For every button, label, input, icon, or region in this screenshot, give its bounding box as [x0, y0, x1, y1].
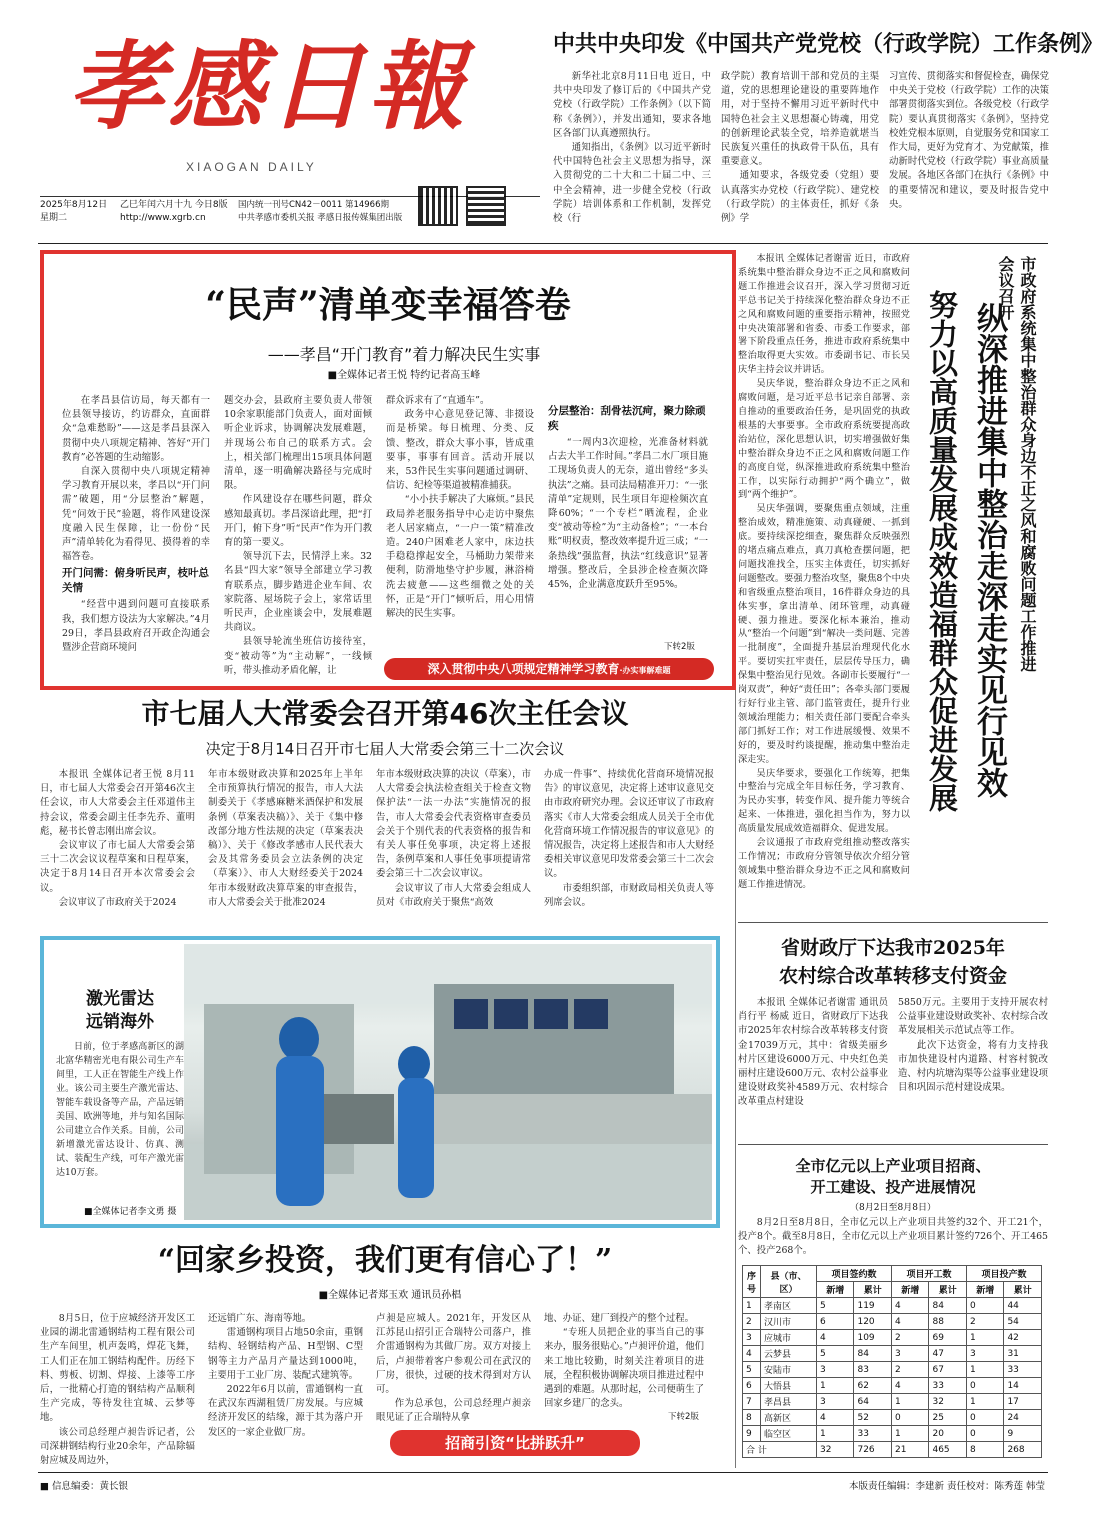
photo-title-line2: 远销海外 [86, 1012, 154, 1032]
photo-caption: 日前，位于孝感高新区的湖北富华精密光电有限公司生产车间里，工人正在智能生产线上作业。该公司主要生产激光雷达、智能车载设备等产品，产品远销美国、欧洲等地，并与知名国际公司建立合作关系。目前，公司新增激光雷达设计、仿真、测试、装配生产线，可年产激光雷达10万套。 [56, 1042, 184, 1178]
publisher: 中共孝感市委机关报 孝感日报传媒集团出版 [238, 213, 403, 223]
projects-table [742, 1265, 1042, 1458]
table-cell: 44 [1004, 1298, 1042, 1314]
factory-photo [184, 944, 712, 1220]
table-cell: 4 [891, 1298, 928, 1314]
invest-headline: “回家乡投资，我们更有信心了！” [157, 1243, 613, 1278]
right-feature-headline-a: 纵深推进集中整治走深走实见行见效 [971, 302, 1007, 798]
table-cell: 2 [966, 1314, 1003, 1330]
photo-credit: ■全媒体记者李文勇 摄 [84, 1207, 177, 1217]
npc-col4: 办成一件事”、持续优化营商环境情况报告》的审议意见，决定将上述审议意见交由市政府研究办理。会议还审议了市政府落实《市人大常委会组成人员关于全市优化营商环境工作情况报告的审议意见》的情况报告，决定将上述报告和市人大财经委相关审议意见印发常委会第三十二次会议。 [544, 769, 714, 880]
table-row [743, 1426, 1042, 1442]
lead-byline: ■全媒体记者王悦 特约记者高玉峰 [327, 370, 481, 381]
npc-col1-para: 会议审议了市政府关于2024 [58, 896, 177, 908]
finance-col2-para: 此次下达资金，将有力支持我市加快建设村内道路、村容村貌改造、村内坑塘沟渠等公益事业建设项目和巩固示范村建设成果。 [898, 1039, 1049, 1094]
col-header-county: 县（市、区） [761, 1266, 817, 1298]
lead-col3: 群众诉求有了“直通车”。 [386, 395, 490, 406]
footer-left: ■ 信息编委：黄长银 [40, 1481, 128, 1492]
table-cell: 3 [891, 1346, 928, 1362]
npc-col2: 年市本级财政决算和2025年上半年全市预算执行情况的报告，市人大法制委关于《孝感麻糖米酒保护和发展条例（草案表决稿）》、关于《集中修改部分地方性法规的决定（草案表决稿）》、关于《修改孝感市人民代表大会及其常务委员会立法条例的决定（草案）》、市人大财经委关于2024年市本级财政决算草案的审查报告，市人大常委会关于批准2024 [208, 769, 363, 908]
table-cell: 109 [854, 1330, 892, 1346]
lead-col1b: “经营中遇到问题可直接联系我，我们想方设法为大家解决。”4月29日，孝昌县政府召开政企沟通会暨涉企营商环境问 [62, 599, 210, 654]
projects-dates: （8月2日至8月8日） [850, 1203, 936, 1213]
npc-col3-para: 会议审议了市人大常委会组成人员对《市政府关于聚焦“高效 [376, 882, 531, 908]
table-cell: 120 [854, 1314, 892, 1330]
footer-right: 本版责任编辑：李建新 责任校对：陈秀莲 韩莹 [848, 1481, 1045, 1492]
table-cell: 14 [1004, 1378, 1042, 1394]
table-cell: 1 [891, 1394, 928, 1410]
table-cell: 安陆市 [761, 1362, 817, 1378]
table-cell: 83 [854, 1362, 892, 1378]
lead-continue: 下转2版 [664, 642, 695, 652]
invest-col2-para: 雷通钢构项目占地50余亩，重钢结构、轻钢结构产品、H型钢、C型钢等主力产品月产量达到1000吨，主要用于工业厂房、装配式建筑等。 [208, 1327, 363, 1381]
table-cell: 3 [966, 1346, 1003, 1362]
npc-headline: 市七届人大常委会召开第46次主任会议 [141, 697, 629, 730]
table-cell: 84 [854, 1346, 892, 1362]
table-total-row [743, 1442, 1042, 1458]
invest-col4: 地、办证、建厂到投产的整个过程。 [544, 1313, 695, 1324]
table-cell: 17 [1004, 1394, 1042, 1410]
table-cell: 大悟县 [761, 1378, 817, 1394]
lead-col1a: 在孝昌县信访局，每天都有一位县领导接访，约访群众，直面群众“急难愁盼”——这是孝昌县深入贯彻中央八项规定精神、答好“开门教育”必答题的生动缩影。 [62, 395, 210, 463]
finance-headline-line2: 农村综合改革转移支付资金 [778, 965, 1007, 987]
table-cell: 84 [929, 1298, 967, 1314]
table-row [743, 1362, 1042, 1378]
col-header-new: 新增 [966, 1282, 1003, 1298]
table-cell: 孝南区 [761, 1298, 817, 1314]
table-cell: 52 [854, 1410, 892, 1426]
table-cell: 云梦县 [761, 1346, 817, 1362]
top-story-col2-para: 通知要求，各级党委（党组）要认真落实办党校（行政学院）、建党校（行政学院）的主体责任，抓好《条例》学 [721, 170, 879, 225]
issue-weekday: 星期二 [40, 213, 68, 223]
table-cell: 4 [817, 1410, 854, 1426]
table-cell: 4 [891, 1314, 928, 1330]
top-story-headline: 中共中央印发《中国共产党党校（行政学院）工作条例》 [553, 31, 1103, 57]
table-cell: 4 [891, 1378, 928, 1394]
lead-col2: 题交办会，县政府主要负责人带领10余家职能部门负责人，面对面倾听企业诉求，协调解决发展难题，并现场公布自己的联系方式。会上，相关部门梳理出15项具体问题清单，逐一明确解决路径与完成时限。 [224, 395, 372, 492]
col-header-produced: 项目投产数 [966, 1266, 1041, 1282]
lead-article [40, 250, 736, 690]
table-cell: 1 [817, 1378, 854, 1394]
table-row [743, 1394, 1042, 1410]
table-total-label: 合 计 [743, 1442, 817, 1458]
npc-subheadline: 决定于8月14日召开市七届人大常委会第三十二次会议 [205, 740, 565, 758]
npc-col1: 本报讯 全媒体记者王悦 8月11日，市七届人大常委会召开第46次主任会议，市人大常委会主任邓道伟主持会议，常委会副主任李先乔、董明彪，秘书长曾志刚出席会议。 [40, 769, 195, 837]
table-cell: 32 [817, 1442, 854, 1458]
table-cell: 5 [743, 1362, 761, 1378]
right-feature-kicker: 市政府系统集中整治群众身边不正之风和腐败问题工作推进会议召开 [996, 256, 1037, 672]
projects-headline-line1: 全市亿元以上产业项目招商、 [795, 1157, 991, 1175]
table-cell: 临空区 [761, 1426, 817, 1442]
finance-col2: 5850万元。主要用于支持开展农村公益事业建设财政奖补、农村综合改革发展相关示范试点等工作。 [898, 997, 1049, 1037]
top-story-col3: 习宣传、贯彻落实和督促检查，确保党中央关于党校（行政学院）工作的决策部署贯彻落实到位。各级党校（行政学院）要认真贯彻落实《条例》，坚持党校姓党根本原则，自觉服务党和国家工作大局，更好为党育才、为党献策，推动新时代党校（行政学院）事业高质量发展。各地区各部门在执行《条例》中的重要情况和建议，要及时报告党中央。 [889, 71, 1049, 210]
table-cell: 20 [929, 1426, 967, 1442]
lead-col2-para: 县领导轮流坐班信访接待室，变“被动等”为“主动解”，一线倾听，带头推动矛盾化解，让 [224, 636, 372, 676]
table-row [743, 1410, 1042, 1426]
top-story-col1-para: 通知指出，《条例》以习近平新时代中国特色社会主义思想为指导，深入贯彻党的二十大和二十届二中、三中全会精神，进一步健全党校（行政学院）培训体系和工作机制，发挥党校（行 [553, 142, 711, 225]
table-cell: 孝昌县 [761, 1394, 817, 1410]
invest-col2-para: 2022年6月以前，雷通钢构一直在武汉东西湖租赁厂房发展。与应城经济开发区的结缘，源于其为落户开发区的一家企业做厂房。 [208, 1384, 363, 1438]
table-row [743, 1298, 1042, 1314]
table-cell: 9 [743, 1426, 761, 1442]
table-cell: 119 [854, 1298, 892, 1314]
table-cell: 25 [929, 1410, 967, 1426]
table-cell: 3 [817, 1362, 854, 1378]
table-cell: 4 [743, 1346, 761, 1362]
right-feature-body-para: 吴庆华强调，要聚焦重点领域，注重整治成效，精准施策、动真碰硬、一抓到底。要持续深挖细查，聚焦群众反映强烈的堵点痛点难点，真刀真枪查摆问题，把问题找准找全，压实主体责任，切实抓好问题整改。要强力整治攻坚，聚焦8个中央和省级重点整治项目，16件群众身边的具体实事，拿出清单、闭环管理，动真碰硬、强力推进。要深化标本兼治，推动从“整治一个问题”到“解决一类问题、完善一批制度”，全面提升基层治理现代化水平。要切实扛牢责任，层层传导压力，确保集中整治见行见效。各副市长要履行“一岗双责”，种好“责任田”；各牵头部门要履行好行业主管、部门监管责任，提升行业领域治理能力；相关责任部门要配合牵头部门抓好工作；对工作进展缓慢、效果不好的，要及时约谈提醒，推动集中整治走深走实。 [738, 503, 910, 765]
photo-title-line1: 激光雷达 [86, 989, 154, 1009]
lead-col3-para: “小小扶手解决了大麻烦。”县民政局养老服务指导中心走访中聚焦老人居家痛点，“一户一策”精准改造。240户困难老人家中，床边扶手稳稳撑起安全，马桶助力架带来便利，防滑地垫守护步履，淋浴椅洗去疲惫——这些细微之处的关怀，正是“开门”倾听后，用心用情解决的民生实事。 [386, 494, 534, 620]
table-cell: 54 [1004, 1314, 1042, 1330]
invest-col2: 还远销广东、海南等地。 [208, 1313, 312, 1324]
col-header-total: 累计 [1004, 1282, 1042, 1298]
qr-code-icon [418, 186, 458, 226]
invest-col1: 8月5日，位于应城经济开发区工业园的湖北雷通钢结构工程有限公司生产车间里，机声轰鸣，焊花飞舞，工人们正在加工钢结构配件。历经下料、剪板、切割、焊接、上漆等工序后，一批精心打造的钢结构产品顺利生产完成，等待发往宜城、云梦等地。 [40, 1313, 195, 1424]
col-header-signed: 项目签约数 [817, 1266, 892, 1282]
lunar-date: 乙巳年闰六月十九 今日8版 [120, 200, 228, 210]
lead-headline: “民声”清单变幸福答卷 [205, 284, 571, 326]
top-story-col2: 政学院）教育培训干部和党员的主渠道，党的思想理论建设的重要阵地作用，对于坚持不懈用习近平新时代中国特色社会主义思想凝心铸魂，用党的创新理论武装全党，培养造就堪当民族复兴重任的执政骨干队伍，具有重要意义。 [721, 71, 879, 168]
table-cell: 高新区 [761, 1410, 817, 1426]
col-header-new: 新增 [891, 1282, 928, 1298]
lead-col4: “一周内3次迎检，光准备材料就占去大半工作时间。”孝昌二水厂项目施工现场负责人的无奈，道出曾经“多头执法”之痛。县司法局精准开刀：“一张清单”定规则，民生项目年迎检频次直降60%；“一个专栏”晒流程，企业变“被动等检”为“主动备检”；“一本台账”明权责，整改效率提升近三成；“一条热线”强监督，执法“红线意识”显著增强。整改后，全县涉企检查频次降45%，企业满意度跃升至95%。 [548, 437, 708, 591]
photo-feature [40, 936, 720, 1228]
table-cell: 0 [966, 1426, 1003, 1442]
table-cell: 1 [966, 1362, 1003, 1378]
npc-col1-para: 会议审议了市七届人大常委会第三十二次会议议程草案和日程草案，决定于8月14日召开本次常委会会议。 [40, 840, 195, 894]
table-cell: 0 [966, 1410, 1003, 1426]
invest-col3: 卢昶是应城人。2021年，开发区从江苏昆山招引正合瑞特公司落户，推介雷通钢构为其做厂房。双方对接上后，卢昶带着客户参观公司在武汉的厂房，很快，过硬的技术得到对方认可。 [376, 1313, 531, 1396]
table-cell: 42 [1004, 1330, 1042, 1346]
invest-col4-para: “专班人员把企业的事当自己的事来办，服务很贴心。”卢昶评价道，他们来工地比较勤，时刻关注着项目的进展，全程积极协调解决项目推进过程中遇到的难题。从那时起，公司便萌生了回家乡建厂的念头。 [544, 1327, 704, 1410]
table-cell: 1 [966, 1330, 1003, 1346]
table-cell: 7 [743, 1394, 761, 1410]
masthead-title: 孝感日報 [68, 30, 468, 143]
table-row [743, 1346, 1042, 1362]
lead-col3-para: 政务中心意见登记簿、非掇设而是桥梁。每日梳理、分类、反馈、整改，群众大事小事，皆成重要事，事事有回音。活动开展以来，53件民生实事问题通过调研、信访、纪检等渠道被精准捕获。 [386, 409, 534, 492]
right-feature-body: 本报讯 全媒体记者谢雷 近日，市政府系统集中整治群众身边不正之风和腐败问题工作推进会议召开，深入学习贯彻习近平总书记关于持续深化整治群众身边不正之风和腐败问题的重要指示精神，按照党中央决策部署和省委、市委工作要求，部署下阶段重点任务，推进市政府系统集中整治取得更大实效。市委副书记、市长吴庆华主持会议并讲话。 [738, 253, 910, 376]
invest-byline: ■全媒体记者郑玉欢 通讯员孙椙 [318, 1290, 462, 1301]
invest-banner: 招商引资“比拼跃升” [390, 1430, 640, 1456]
table-cell: 268 [1004, 1442, 1042, 1458]
invest-continue: 下转2版 [668, 1412, 699, 1422]
qr-code-icon [466, 186, 506, 226]
projects-headline-line2: 开工建设、投产进展情况 [810, 1178, 976, 1196]
lead-sub1: 开门问需：俯身听民声，枝叶总关情 [62, 567, 209, 595]
table-row [743, 1330, 1042, 1346]
table-cell: 33 [854, 1426, 892, 1442]
table-cell: 465 [929, 1442, 967, 1458]
masthead-pinyin: XIAOGAN DAILY [186, 160, 317, 174]
table-cell: 4 [817, 1330, 854, 1346]
projects-intro: 8月2日至8月8日，全市亿元以上产业项目共签约32个、开工21个，投产8个。截至8月8日，全市亿元以上产业项目累计签约726个、开工465个、投产268个。 [738, 1217, 1048, 1257]
table-cell: 21 [891, 1442, 928, 1458]
top-story-col1: 新华社北京8月11日电 近日，中共中央印发了修订后的《中国共产党党校（行政学院）工作条例》（以下简称《条例》），并发出通知，要求各地区各部门认真遵照执行。 [553, 71, 711, 139]
table-cell: 1 [966, 1394, 1003, 1410]
table-cell: 47 [929, 1346, 967, 1362]
table-cell: 1 [891, 1426, 928, 1442]
table-cell: 0 [966, 1378, 1003, 1394]
col-header-total: 累计 [929, 1282, 967, 1298]
table-cell: 6 [743, 1378, 761, 1394]
issue-number: 第14966期 [344, 200, 389, 210]
right-feature-body-para: 会议通报了市政府党组推动整改落实工作情况；市政府分管领导依次介绍分管领域集中整治群众身边不正之风和腐败问题工作推进情况。 [738, 837, 910, 890]
finance-headline-line1: 省财政厅下达我市2025年 [781, 937, 1005, 959]
table-cell: 应城市 [761, 1330, 817, 1346]
table-cell: 2 [891, 1330, 928, 1346]
table-cell: 3 [817, 1394, 854, 1410]
right-feature-body-para: 吴庆华说，整治群众身边不正之风和腐败问题，是习近平总书记亲自部署、亲自推动的重要政治任务，是巩固党的执政根基的大事要事。全市政府系统要提高政治站位，深化思想认识，切实增强做好集中整治群众身边不正之风和腐败问题工作的高度自觉，纵深推进政府系统集中整治工作，以实际行动拥护“两个确立”，做到“两个维护”。 [738, 378, 910, 501]
npc-col3: 年市本级财政决算的决议（草案），市人大常委会执法检查组关于检查文物保护法“一法一办法”实施情况的报告，市人大常委会代表资格审查委员会关于个别代表的代表资格的报告和有关人事任免事项，决定将上述报告，条例草案和人事任免事项提请常委会第三十二次会议审议。 [376, 769, 531, 880]
lead-sub2: 分层整治：刮骨祛沉疴，聚力除顽疾 [548, 405, 706, 432]
lead-col1a-para: 自深入贯彻中央八项规定精神学习教育开展以来，孝昌以“开门问需”破题，用“分层整治”解题，凭“问效于民”验题，将作风建设深度融入民生保障，让一份份“民声”清单转化为看得见、摸得着的幸福答卷。 [62, 466, 210, 563]
table-cell: 9 [1004, 1426, 1042, 1442]
right-feature-body-para: 吴庆华要求，要强化工作统筹，把集中整治与完成全年目标任务，学习教育、为民办实事，转变作风、提升能力等统合起来、一体推进，强化担当作为，努力以高质量发展成效造福群众、促进发展。 [738, 767, 910, 835]
table-cell: 67 [929, 1362, 967, 1378]
lead-banner: 深入贯彻中央八项规定精神学习教育·办实事解难题 [384, 658, 714, 680]
issue-date: 2025年8月12日 [40, 200, 108, 210]
table-cell: 0 [966, 1298, 1003, 1314]
table-cell: 2 [891, 1362, 928, 1378]
finance-col1: 本报讯 全媒体记者谢雷 通讯员肖行平 杨威 近日，省财政厅下达我市2025年农村综合改革转移支付资金17039万元，其中：省级美丽乡村片区建设6000万元、中央红色美丽村庄建设600万元、农村公益事业建设财政奖补4589万元、农村综合改革重点村建设 [738, 997, 888, 1108]
invest-col3-para: 作为总承包，公司总经理卢昶亲眼见证了正合瑞特从拿 [376, 1398, 531, 1424]
table-cell: 62 [854, 1378, 892, 1394]
table-cell: 8 [966, 1442, 1003, 1458]
table-cell: 726 [854, 1442, 892, 1458]
col-header-total: 累计 [854, 1282, 892, 1298]
table-row [743, 1378, 1042, 1394]
npc-col4-para: 市委组织部，市财政局相关负责人等列席会议。 [544, 882, 714, 908]
table-cell: 2 [743, 1314, 761, 1330]
lead-col2-para: 领导沉下去，民情浮上来。32名县“四大家”领导全部建立学习教育联系点，脚步踏进企业车间、农家院落、屋场院子会上，家常话里听民声，企业座谈会中，发展难题共商议。 [224, 551, 372, 634]
table-cell: 1 [743, 1298, 761, 1314]
table-cell: 3 [743, 1330, 761, 1346]
col-header-started: 项目开工数 [891, 1266, 966, 1282]
table-cell: 0 [891, 1410, 928, 1426]
lead-subheadline: ——孝昌“开门教育”着力解决民生实事 [267, 345, 541, 364]
table-row [743, 1314, 1042, 1330]
col-header-new: 新增 [817, 1282, 854, 1298]
lead-col2-para: 作风建设存在哪些问题，群众感知最真切。孝昌深谙此理，把“打开门，俯下身”听“民声”作为开门教育的第一要义。 [224, 494, 372, 549]
right-feature-headline-b: 努力以高质量发展成效造福群众促进发展 [925, 290, 959, 812]
table-cell: 24 [1004, 1410, 1042, 1426]
table-cell: 88 [929, 1314, 967, 1330]
table-cell: 31 [1004, 1346, 1042, 1362]
table-cell: 1 [817, 1426, 854, 1442]
col-header-seq: 序号 [743, 1266, 761, 1298]
website-link[interactable]: http://www.xgrb.cn [120, 213, 206, 223]
table-cell: 6 [817, 1314, 854, 1330]
table-cell: 5 [817, 1346, 854, 1362]
table-cell: 33 [929, 1378, 967, 1394]
table-cell: 5 [817, 1298, 854, 1314]
table-cell: 32 [929, 1394, 967, 1410]
table-cell: 8 [743, 1410, 761, 1426]
table-cell: 汉川市 [761, 1314, 817, 1330]
table-cell: 69 [929, 1330, 967, 1346]
table-cell: 33 [1004, 1362, 1042, 1378]
issn: 国内统一刊号CN42－0011 [238, 200, 343, 210]
table-cell: 64 [854, 1394, 892, 1410]
invest-col1-para: 该公司总经理卢昶告诉记者，公司深耕钢结构行业20余年，产品除辐射应城及周边外， [40, 1426, 195, 1467]
